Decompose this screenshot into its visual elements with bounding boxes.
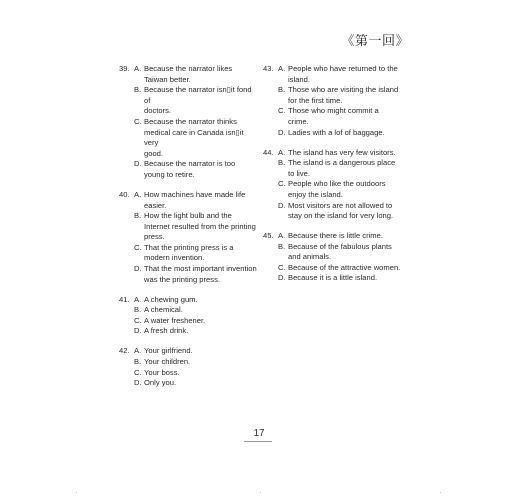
answer-option (119, 264, 259, 285)
option-text-line: Your boss. (144, 367, 180, 377)
option-letter: C. (278, 179, 286, 189)
question-number (119, 85, 134, 117)
option-text-line: Those who are visiting the island (288, 85, 399, 95)
answer-option (263, 231, 403, 242)
question-number (263, 273, 278, 284)
option-letter: B. (134, 211, 142, 221)
option-text (144, 357, 259, 368)
option-letter: C. (134, 315, 142, 325)
option-text (144, 378, 259, 389)
option-letter: B. (278, 85, 286, 95)
option-text-line: People who like the outdoors (288, 179, 386, 189)
option-text-line: good. (144, 148, 164, 158)
option-text (144, 190, 259, 211)
option-letter: A. (278, 64, 286, 73)
option-letter: A. (134, 189, 142, 199)
option-text (288, 158, 403, 179)
option-letter: B. (278, 241, 286, 251)
option-letter: A. (278, 147, 286, 157)
option-letter: B. (134, 305, 142, 315)
chapter-header: 《第一回》 (341, 34, 409, 49)
question-number (119, 159, 134, 180)
page-number-rule (244, 441, 272, 442)
answer-option (263, 64, 403, 85)
option-text (288, 242, 403, 263)
answer-option (263, 128, 403, 139)
option-letter: A. (278, 231, 286, 241)
option-text (288, 128, 403, 139)
crop-mark (76, 492, 77, 493)
option-letter: C. (134, 367, 142, 377)
answer-option (263, 201, 403, 222)
question-number (263, 179, 278, 200)
option-text (144, 159, 259, 180)
option-text (144, 346, 259, 357)
option-letter: D. (134, 378, 142, 388)
answer-option (119, 357, 259, 368)
option-letter: A. (134, 294, 142, 304)
question-number (263, 242, 278, 263)
option-letter: D. (278, 127, 286, 137)
question-block (263, 64, 403, 138)
option-text (288, 273, 403, 284)
option-letter: D. (278, 200, 286, 210)
question-block (119, 64, 259, 181)
option-text-line: A chewing gum. (144, 294, 198, 304)
answer-option (119, 326, 259, 337)
option-letter: B. (134, 357, 142, 367)
option-text (288, 64, 403, 85)
option-letter: C. (278, 106, 286, 116)
option-text-line: Ladies with a lof of baggage. (288, 127, 385, 137)
question-number (119, 357, 134, 368)
answer-option (263, 158, 403, 179)
answer-option (119, 346, 259, 357)
option-text-line: medical care in Canada isn▯it very (144, 127, 244, 148)
answer-option (119, 305, 259, 316)
option-text-line: Those who might commit a (288, 106, 379, 116)
option-text-line: That the printing press is a (144, 242, 234, 252)
answer-option (119, 368, 259, 379)
option-text-line: Taiwan better. (144, 74, 191, 84)
option-text-line: Because the narrator isn▯it fond of (144, 85, 252, 105)
answer-option (119, 243, 259, 264)
option-letter: D. (134, 264, 142, 274)
answer-option (263, 85, 403, 106)
answer-option (119, 295, 259, 306)
question-block (119, 190, 259, 285)
question-number (119, 305, 134, 316)
answer-option (263, 242, 403, 263)
crop-mark (260, 492, 261, 493)
answer-option (119, 211, 259, 243)
option-text-line: Because the narrator thinks (144, 116, 237, 126)
question-number: 40. (119, 189, 130, 199)
answer-option (119, 378, 259, 389)
option-text-line: Because the narrator is too (144, 159, 236, 169)
option-text-line: Only you. (144, 378, 177, 388)
option-letter: A. (134, 64, 142, 73)
question-number: 43. (263, 64, 274, 73)
option-text-line: and animals. (288, 252, 332, 262)
option-text-line: The island is a dangerous place (288, 158, 396, 168)
questions-column-left (119, 64, 259, 398)
option-text-line: Because there is little crime. (288, 231, 383, 241)
answer-option (119, 316, 259, 327)
question-number (263, 106, 278, 127)
option-text (288, 106, 403, 127)
question-number (119, 316, 134, 327)
option-text-line: modern invention. (144, 253, 205, 263)
option-text-line: to live. (288, 168, 310, 178)
option-text (288, 85, 403, 106)
option-text (288, 148, 403, 159)
answer-option (263, 148, 403, 159)
option-letter: D. (134, 159, 142, 169)
question-number (119, 243, 134, 264)
option-text-line: doctors. (144, 106, 172, 116)
option-text (144, 368, 259, 379)
question-number (263, 128, 278, 139)
option-letter: D. (278, 273, 286, 283)
option-text (144, 305, 259, 316)
option-letter: C. (134, 242, 142, 252)
option-text-line: A fresh drink. (144, 326, 189, 336)
option-text-line: Your children. (144, 357, 191, 367)
question-number (119, 326, 134, 337)
answer-option (119, 117, 259, 159)
option-text (288, 201, 403, 222)
option-text-line: Because it is a little island. (288, 273, 378, 283)
option-letter: C. (134, 116, 142, 126)
question-number: 44. (263, 147, 274, 157)
question-number (119, 211, 134, 243)
option-text-line: People who have returned to the (288, 64, 398, 73)
question-number: 39. (119, 64, 130, 73)
option-text-line: island. (288, 74, 310, 84)
answer-option (263, 273, 403, 284)
question-number (263, 85, 278, 106)
questions-column-right (263, 64, 403, 293)
option-text (144, 326, 259, 337)
option-text (288, 179, 403, 200)
option-text-line: Because of the attractive women. (288, 262, 401, 272)
option-text-line: easier. (144, 200, 167, 210)
option-text (288, 263, 403, 274)
question-number (119, 378, 134, 389)
option-text-line: crime. (288, 116, 309, 126)
option-text-line: Internet resulted from the printing (144, 221, 256, 231)
option-text (144, 295, 259, 306)
option-text-line: young to retire. (144, 169, 195, 179)
option-text-line: enjoy the island. (288, 189, 343, 199)
question-block (119, 346, 259, 388)
answer-option (119, 85, 259, 117)
option-text-line: for the first time. (288, 95, 343, 105)
option-text-line: stay on the island for very long. (288, 211, 394, 221)
option-text-line: How machines have made life (144, 189, 246, 199)
crop-mark (440, 492, 441, 493)
option-text-line: was the printing press. (144, 274, 220, 284)
option-letter: B. (278, 158, 286, 168)
option-text (144, 243, 259, 264)
option-text (144, 117, 259, 159)
question-block (263, 148, 403, 222)
option-text (144, 316, 259, 327)
question-number (263, 158, 278, 179)
answer-option (263, 106, 403, 127)
answer-option (119, 159, 259, 180)
option-letter: A. (134, 346, 142, 356)
question-number (119, 368, 134, 379)
question-number: 42. (119, 346, 130, 356)
question-number: 45. (263, 231, 274, 241)
question-number: 41. (119, 294, 130, 304)
option-letter: B. (134, 85, 142, 95)
question-number (119, 264, 134, 285)
question-block (263, 231, 403, 284)
option-text-line: Because of the fabulous plants (288, 241, 392, 251)
option-text-line: That the most important invention (144, 264, 257, 274)
option-letter: C. (278, 262, 286, 272)
option-text-line: A chemical. (144, 305, 183, 315)
option-text-line: A water freshener. (144, 315, 206, 325)
option-text (144, 85, 259, 117)
option-text-line: The island has very few visitors. (288, 147, 396, 157)
question-number (263, 201, 278, 222)
option-text-line: Most visitors are not allowed to (288, 200, 393, 210)
question-number (263, 263, 278, 274)
option-text (144, 264, 259, 285)
question-block (119, 295, 259, 337)
option-text (144, 211, 259, 243)
option-text-line: How the light bulb and the (144, 211, 232, 221)
option-text-line: Your girlfriend. (144, 346, 193, 356)
page-number: 17 (253, 428, 265, 439)
option-text-line: Because the narrator likes (144, 64, 233, 73)
answer-option (263, 263, 403, 274)
option-letter: D. (134, 326, 142, 336)
answer-option (263, 179, 403, 200)
answer-option (119, 64, 259, 85)
option-text-line: press. (144, 232, 165, 242)
option-text (144, 64, 259, 85)
option-text (288, 231, 403, 242)
question-number (119, 117, 134, 159)
answer-option (119, 190, 259, 211)
